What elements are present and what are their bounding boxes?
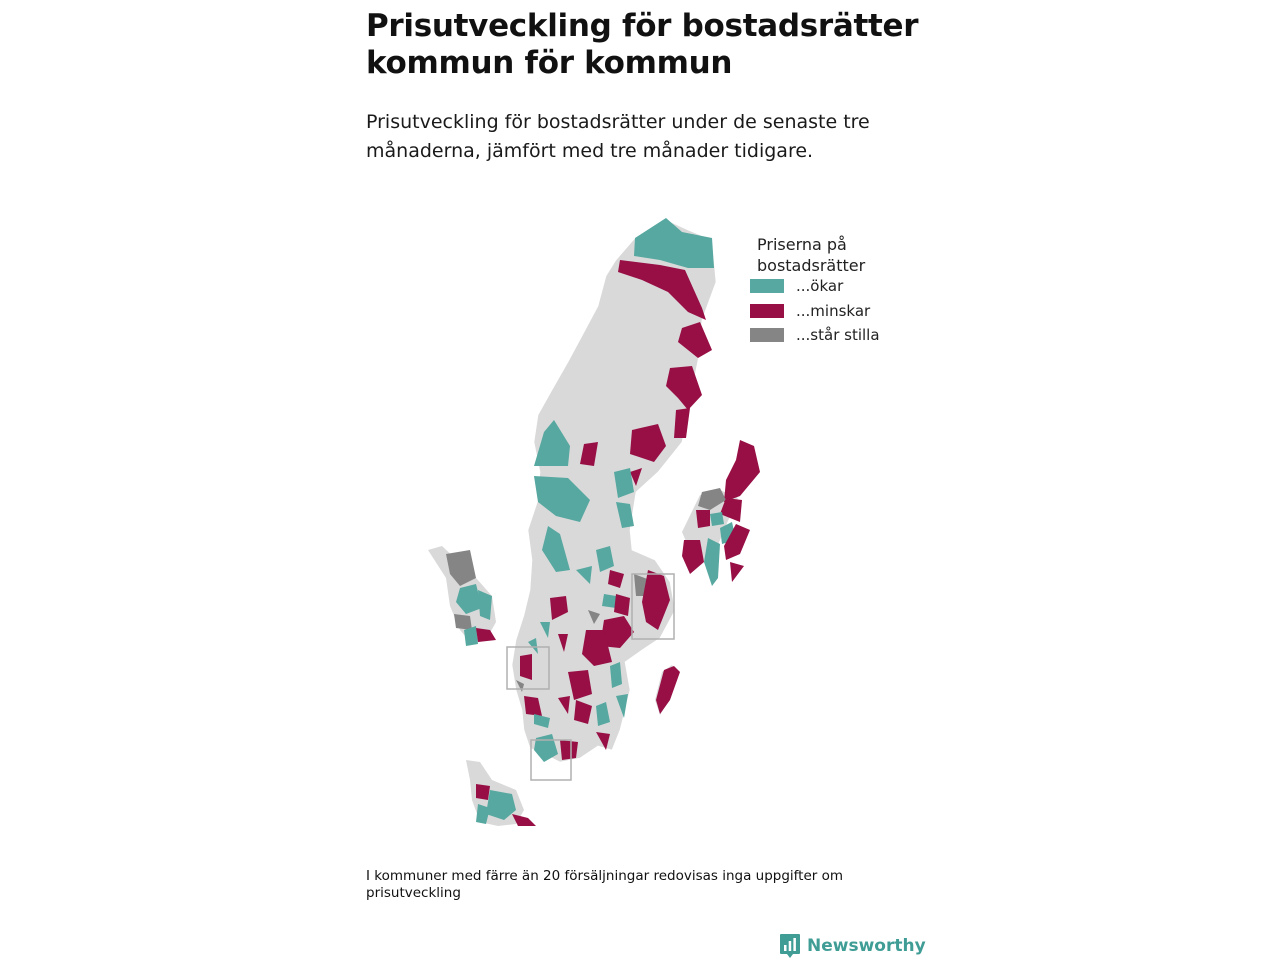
legend-label-okar: ...ökar <box>796 277 844 295</box>
title-line-2: kommun för kommun <box>366 45 733 81</box>
legend-label-star-stilla: ...står stilla <box>796 326 880 344</box>
legend-item-minskar <box>750 301 930 326</box>
goteborg-inset <box>428 546 496 646</box>
region-okar <box>610 662 622 688</box>
region-star-stilla <box>454 614 472 630</box>
legend-title <box>757 234 930 276</box>
region-minskar <box>520 654 532 680</box>
subtitle-line-1: Prisutveckling för bostadsrätter under de senaste tre <box>366 111 870 133</box>
legend-item-okar <box>750 276 930 301</box>
legend-label-minskar: ...minskar <box>796 301 871 320</box>
bar-chart-bubble-icon <box>779 933 801 959</box>
region-minskar <box>476 628 496 642</box>
region-minskar <box>560 740 578 760</box>
region-minskar <box>476 784 490 800</box>
region-okar <box>710 512 724 526</box>
legend-title-line-1: Priserna på <box>757 235 847 254</box>
legend <box>750 234 930 350</box>
malmo-inset <box>466 760 536 826</box>
legend-swatch-okar <box>750 279 784 293</box>
region-minskar <box>730 562 744 582</box>
legend-title-line-2: bostadsrätter <box>757 256 866 275</box>
region-minskar <box>656 666 680 714</box>
brand-name: Newsworthy <box>807 936 926 956</box>
legend-item-star-stilla <box>750 325 930 350</box>
region-minskar <box>682 540 704 574</box>
newsworthy-logo[interactable] <box>779 932 926 960</box>
region-minskar <box>696 510 710 528</box>
region-minskar <box>724 440 760 502</box>
region-minskar <box>512 814 536 826</box>
stockholm-inset <box>682 440 760 586</box>
title-line-1: Prisutveckling för bostadsrätter <box>366 8 919 44</box>
region-okar <box>602 594 616 608</box>
sweden-municipality-map <box>420 210 800 840</box>
region-minskar <box>674 408 690 438</box>
subtitle-line-2: månaderna, jämfört med tre månader tidigare. <box>366 140 814 162</box>
footnote: I kommuner med färre än 20 försäljningar redovisas inga uppgifter om prisutveckling <box>366 868 844 901</box>
chart-title <box>366 8 926 82</box>
chart-subtitle <box>366 108 906 166</box>
legend-swatch-star-stilla <box>750 328 784 342</box>
legend-swatch-minskar <box>750 304 784 318</box>
